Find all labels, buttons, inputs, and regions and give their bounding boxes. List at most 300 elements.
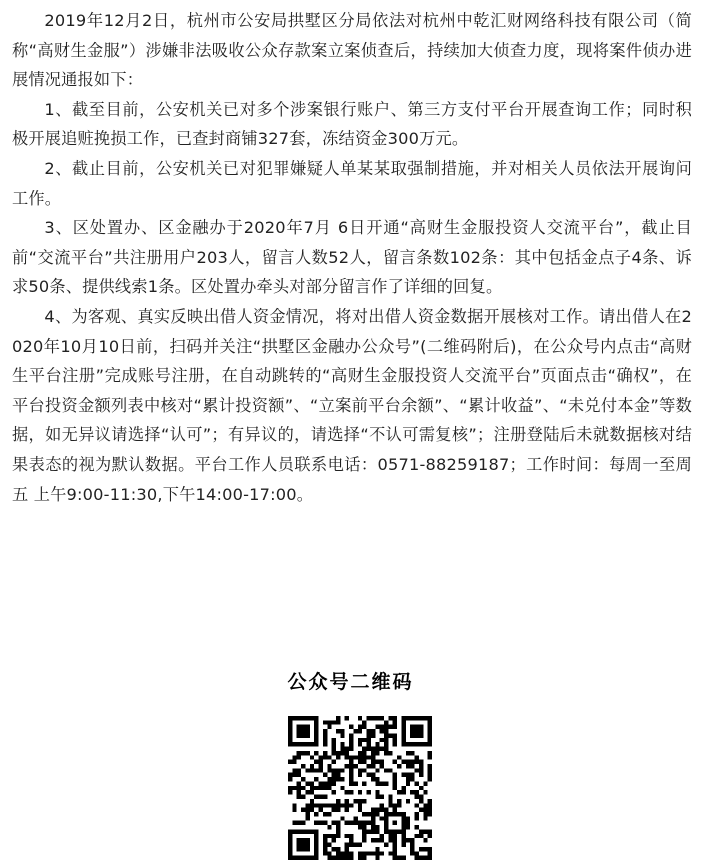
qr-module	[423, 816, 427, 820]
qr-module	[419, 795, 423, 799]
qr-module	[358, 773, 362, 777]
qr-module	[314, 838, 318, 842]
qr-module	[423, 781, 427, 785]
qr-module	[393, 781, 397, 785]
qr-module	[336, 751, 340, 755]
qr-module	[305, 716, 309, 720]
qr-module	[428, 742, 432, 746]
qr-module	[310, 764, 314, 768]
qr-module	[340, 768, 344, 772]
qr-module	[410, 751, 414, 755]
qr-module	[406, 764, 410, 768]
qr-module	[388, 725, 392, 729]
qr-module	[332, 720, 336, 724]
qr-module	[349, 747, 353, 751]
qr-module	[419, 847, 423, 851]
qr-module	[314, 812, 318, 816]
qr-module	[319, 803, 323, 807]
qr-module	[406, 716, 410, 720]
qr-module	[367, 773, 371, 777]
qr-module	[305, 790, 309, 794]
qr-module	[393, 847, 397, 851]
qr-module	[349, 768, 353, 772]
qr-module	[332, 821, 336, 825]
qr-module	[349, 755, 353, 759]
intro-paragraph: 2019年12月2日，杭州市公安局拱墅区分局依法对杭州中乾汇财网络科技有限公司（简称“高财生金服”）涉嫌非法吸收公众存款案立案侦查后，持续加大侦查力度，现将案件侦办进展情况通报如下：	[12, 11, 692, 90]
qr-module	[353, 843, 357, 847]
qr-module	[393, 803, 397, 807]
qr-module	[345, 764, 349, 768]
qr-module	[423, 803, 427, 807]
qr-module	[292, 808, 296, 812]
qr-section	[0, 664, 701, 700]
qr-module	[323, 786, 327, 790]
qr-module	[297, 781, 301, 785]
qr-module	[410, 716, 414, 720]
qr-module	[314, 834, 318, 838]
qr-module	[384, 781, 388, 785]
qr-module	[340, 747, 344, 751]
qr-module	[388, 812, 392, 816]
qr-module	[358, 716, 362, 720]
qr-module	[371, 760, 375, 764]
qr-module	[362, 720, 366, 724]
qr-module	[327, 777, 331, 781]
qr-module	[297, 733, 301, 737]
qr-module	[301, 742, 305, 746]
qr-module	[292, 786, 296, 790]
qr-module	[415, 825, 419, 829]
qr-module	[345, 856, 349, 860]
qr-module	[428, 725, 432, 729]
qr-module	[332, 808, 336, 812]
qr-module	[410, 764, 414, 768]
qr-module	[428, 738, 432, 742]
qr-module	[314, 856, 318, 860]
qr-module	[362, 738, 366, 742]
qr-module	[301, 843, 305, 847]
qr-module	[375, 851, 379, 855]
qr-module	[314, 795, 318, 799]
qr-module	[401, 725, 405, 729]
qr-module	[327, 725, 331, 729]
qr-module	[428, 729, 432, 733]
qr-module	[428, 768, 432, 772]
qr-module	[301, 786, 305, 790]
qr-module	[371, 829, 375, 833]
qr-module	[384, 821, 388, 825]
qr-module	[323, 847, 327, 851]
qr-module	[428, 812, 432, 816]
qr-module	[371, 851, 375, 855]
qr-module	[310, 799, 314, 803]
qr-module	[301, 751, 305, 755]
qr-module	[288, 738, 292, 742]
qr-module	[349, 764, 353, 768]
qr-module	[288, 851, 292, 855]
qr-module	[367, 747, 371, 751]
qr-module	[292, 821, 296, 825]
qr-module	[401, 720, 405, 724]
qr-module	[314, 751, 318, 755]
qr-module	[410, 733, 414, 737]
qr-module	[292, 768, 296, 772]
qr-module	[380, 729, 384, 733]
qr-module	[297, 768, 301, 772]
qr-module	[419, 829, 423, 833]
qr-module	[301, 821, 305, 825]
qr-module	[353, 799, 357, 803]
qr-module	[332, 773, 336, 777]
qr-module	[319, 760, 323, 764]
qr-module	[367, 829, 371, 833]
qr-module	[340, 729, 344, 733]
qr-module	[310, 829, 314, 833]
qr-module	[401, 825, 405, 829]
qr-module	[353, 781, 357, 785]
qr-module	[384, 738, 388, 742]
qr-module	[305, 816, 309, 820]
qr-module	[288, 777, 292, 781]
qr-module	[419, 799, 423, 803]
qr-module	[419, 716, 423, 720]
qr-module	[336, 821, 340, 825]
qr-module	[406, 760, 410, 764]
qr-module	[314, 821, 318, 825]
qr-module	[410, 851, 414, 855]
qr-module	[297, 742, 301, 746]
qr-module	[323, 729, 327, 733]
qr-module	[305, 725, 309, 729]
qr-module	[314, 803, 318, 807]
qr-module	[375, 716, 379, 720]
qr-module	[349, 742, 353, 746]
qr-module	[362, 812, 366, 816]
qr-module	[406, 777, 410, 781]
qr-module	[388, 803, 392, 807]
qr-module	[380, 716, 384, 720]
qr-module	[327, 768, 331, 772]
qr-module	[305, 856, 309, 860]
qr-module	[323, 773, 327, 777]
qr-module	[327, 812, 331, 816]
qr-module	[358, 843, 362, 847]
qr-module	[288, 843, 292, 847]
qr-module	[323, 733, 327, 737]
qr-module	[415, 803, 419, 807]
qr-module	[367, 729, 371, 733]
qr-module	[288, 733, 292, 737]
qr-module	[310, 808, 314, 812]
qr-module	[415, 725, 419, 729]
qr-module	[319, 764, 323, 768]
qr-module	[358, 856, 362, 860]
qr-module	[371, 773, 375, 777]
qr-module	[397, 856, 401, 860]
qr-module	[415, 856, 419, 860]
qr-module	[305, 733, 309, 737]
qr-module	[305, 751, 309, 755]
qr-module	[292, 760, 296, 764]
qr-module	[310, 790, 314, 794]
qr-module	[397, 764, 401, 768]
qr-module	[419, 764, 423, 768]
qr-module	[371, 764, 375, 768]
qr-module	[388, 795, 392, 799]
qr-module	[358, 738, 362, 742]
qr-module	[419, 760, 423, 764]
qr-module	[415, 812, 419, 816]
qr-module	[327, 856, 331, 860]
qr-module	[340, 777, 344, 781]
qr-module	[345, 808, 349, 812]
qr-module	[336, 829, 340, 833]
qr-module	[314, 733, 318, 737]
qr-module	[314, 829, 318, 833]
qr-module	[323, 738, 327, 742]
qr-module	[406, 742, 410, 746]
qr-module	[419, 773, 423, 777]
qr-module	[314, 716, 318, 720]
qr-module	[314, 847, 318, 851]
qr-module	[301, 838, 305, 842]
qr-module	[305, 847, 309, 851]
qr-module	[332, 751, 336, 755]
qr-module	[310, 856, 314, 860]
qr-module	[292, 856, 296, 860]
qr-module	[297, 725, 301, 729]
qr-module	[375, 812, 379, 816]
qr-module	[319, 768, 323, 772]
qr-module	[323, 751, 327, 755]
qr-module	[336, 799, 340, 803]
qr-module	[388, 851, 392, 855]
qr-module	[323, 803, 327, 807]
qr-module	[362, 781, 366, 785]
qr-module	[371, 747, 375, 751]
qr-module	[428, 751, 432, 755]
qr-module	[310, 803, 314, 807]
qr-module	[288, 847, 292, 851]
qr-module	[288, 834, 292, 838]
qr-module	[384, 729, 388, 733]
qr-module	[393, 733, 397, 737]
qr-module	[327, 843, 331, 847]
qr-module	[305, 812, 309, 816]
qr-module	[319, 795, 323, 799]
qr-module	[410, 847, 414, 851]
qr-module	[301, 725, 305, 729]
item-1-paragraph: 1、截至目前，公安机关已对多个涉案银行账户、第三方支付平台开展查询工作；同时积极开展追赃挽损工作，已查封商铺327套，冻结资金300万元。	[12, 99, 692, 149]
qr-module	[371, 733, 375, 737]
qr-module	[428, 856, 432, 860]
qr-module	[367, 821, 371, 825]
qr-module	[362, 856, 366, 860]
qr-module	[332, 847, 336, 851]
qr-module	[345, 799, 349, 803]
qr-module	[410, 838, 414, 842]
qr-module	[401, 834, 405, 838]
qr-module	[380, 816, 384, 820]
qr-module	[423, 808, 427, 812]
qr-module	[305, 829, 309, 833]
qr-module	[401, 742, 405, 746]
qr-module	[410, 729, 414, 733]
qr-module	[410, 777, 414, 781]
qr-module	[332, 738, 336, 742]
qr-module	[345, 716, 349, 720]
qr-module	[349, 821, 353, 825]
qr-module	[375, 768, 379, 772]
qr-module	[305, 781, 309, 785]
qr-module	[292, 742, 296, 746]
qr-module	[288, 838, 292, 842]
qr-module	[384, 751, 388, 755]
qr-module	[345, 755, 349, 759]
qr-module	[349, 773, 353, 777]
qr-module	[301, 729, 305, 733]
qr-module	[428, 773, 432, 777]
qr-module	[415, 816, 419, 820]
qr-module	[397, 799, 401, 803]
qr-module	[327, 720, 331, 724]
qr-module	[419, 786, 423, 790]
qr-module	[332, 747, 336, 751]
qr-module	[297, 838, 301, 842]
qr-module	[397, 812, 401, 816]
qr-module	[305, 742, 309, 746]
qr-module	[393, 812, 397, 816]
qr-module	[393, 786, 397, 790]
qr-module	[380, 851, 384, 855]
qr-module	[345, 847, 349, 851]
qr-module	[292, 803, 296, 807]
qr-module	[371, 755, 375, 759]
qr-module	[393, 738, 397, 742]
qr-module	[301, 733, 305, 737]
qr-module	[297, 716, 301, 720]
qr-module	[362, 760, 366, 764]
qr-module	[349, 851, 353, 855]
qr-module	[415, 760, 419, 764]
qr-module	[388, 799, 392, 803]
qr-module	[292, 829, 296, 833]
qr-module	[305, 729, 309, 733]
qr-module	[406, 799, 410, 803]
qr-module	[305, 768, 309, 772]
qr-module	[349, 790, 353, 794]
qr-module	[410, 725, 414, 729]
qr-code-icon[interactable]	[288, 716, 432, 860]
qr-module	[358, 760, 362, 764]
qr-module	[345, 834, 349, 838]
qr-module	[349, 777, 353, 781]
qr-module	[375, 856, 379, 860]
qr-module	[388, 838, 392, 842]
qr-module	[388, 768, 392, 772]
qr-module	[362, 838, 366, 842]
qr-module	[358, 821, 362, 825]
qr-module	[375, 742, 379, 746]
qr-module	[384, 747, 388, 751]
qr-module	[327, 803, 331, 807]
qr-module	[380, 738, 384, 742]
qr-module	[358, 799, 362, 803]
qr-module	[375, 829, 379, 833]
qr-module	[401, 816, 405, 820]
qr-module	[371, 777, 375, 781]
qr-module	[401, 829, 405, 833]
qr-module	[323, 821, 327, 825]
qr-module	[375, 825, 379, 829]
qr-module	[319, 781, 323, 785]
qr-module	[375, 838, 379, 842]
qr-module	[305, 808, 309, 812]
qr-code-graphic	[288, 716, 432, 860]
qr-module	[428, 847, 432, 851]
qr-module	[323, 795, 327, 799]
qr-module	[353, 816, 357, 820]
qr-module	[323, 781, 327, 785]
qr-module	[380, 834, 384, 838]
qr-module	[371, 716, 375, 720]
qr-module	[319, 808, 323, 812]
qr-module	[371, 812, 375, 816]
qr-module	[401, 856, 405, 860]
qr-module	[371, 821, 375, 825]
qr-module	[336, 834, 340, 838]
qr-module	[371, 751, 375, 755]
qr-module	[292, 755, 296, 759]
qr-module	[314, 729, 318, 733]
qr-module	[375, 725, 379, 729]
qr-module	[423, 829, 427, 833]
qr-module	[415, 729, 419, 733]
qr-module	[380, 838, 384, 842]
qr-module	[314, 768, 318, 772]
qr-module	[380, 747, 384, 751]
qr-module	[419, 834, 423, 838]
qr-module	[419, 742, 423, 746]
qr-module	[388, 751, 392, 755]
qr-module	[384, 720, 388, 724]
qr-module	[336, 803, 340, 807]
qr-module	[367, 733, 371, 737]
qr-module	[314, 786, 318, 790]
qr-module	[375, 760, 379, 764]
qr-module	[362, 825, 366, 829]
qr-module	[428, 755, 432, 759]
qr-module	[401, 812, 405, 816]
qr-module	[393, 834, 397, 838]
qr-module	[375, 847, 379, 851]
qr-module	[336, 808, 340, 812]
qr-module	[415, 851, 419, 855]
qr-module	[349, 803, 353, 807]
qr-module	[297, 856, 301, 860]
qr-module	[393, 829, 397, 833]
qr-module	[332, 803, 336, 807]
qr-module	[362, 799, 366, 803]
qr-module	[288, 729, 292, 733]
qr-module	[401, 773, 405, 777]
qr-module	[362, 755, 366, 759]
qr-module	[323, 843, 327, 847]
qr-module	[375, 790, 379, 794]
qr-module	[410, 773, 414, 777]
qr-module	[362, 851, 366, 855]
qr-module	[367, 764, 371, 768]
